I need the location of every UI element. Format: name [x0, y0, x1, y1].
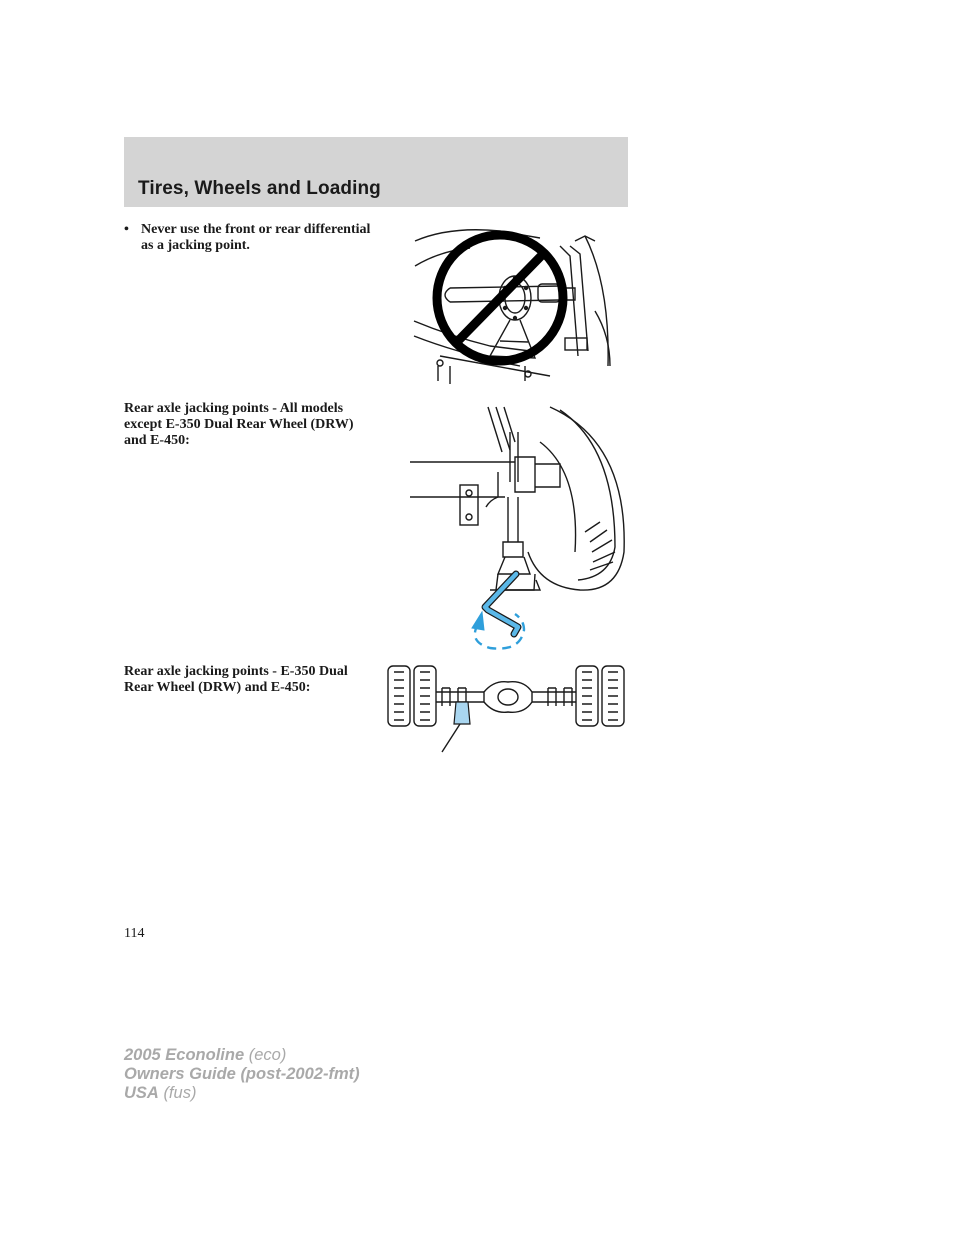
- footer-region-code: (fus): [163, 1084, 197, 1102]
- section-title: Tires, Wheels and Loading: [138, 178, 381, 199]
- page-number: 114: [124, 926, 145, 941]
- warning-bullet: [124, 222, 379, 254]
- footer-doc-info: [124, 1046, 360, 1103]
- prohibition-sign-icon: [437, 235, 563, 361]
- warning-text: Never use the front or rear differential as a jacking point.: [141, 222, 371, 253]
- section-header-band: [124, 137, 628, 207]
- srw-jacking-caption: Rear axle jacking points - All models except E-350 Dual Rear Wheel (DRW) and E-450:: [124, 401, 354, 448]
- footer-guide: Owners Guide (post-2002-fmt): [124, 1065, 360, 1083]
- footer-model-code: (eco): [248, 1046, 287, 1064]
- drw-jacking-caption: Rear axle jacking points - E-350 Dual Rear Wheel (DRW) and E-450:: [124, 664, 348, 695]
- rear-axle-jack-srw-figure: [410, 402, 635, 654]
- bullet-glyph: •: [124, 222, 129, 237]
- footer-region: USA: [124, 1084, 159, 1102]
- footer-model: 2005 Econoline: [124, 1046, 245, 1064]
- no-jacking-differential-figure: [410, 226, 620, 384]
- rear-axle-jack-drw-figure: [384, 662, 629, 754]
